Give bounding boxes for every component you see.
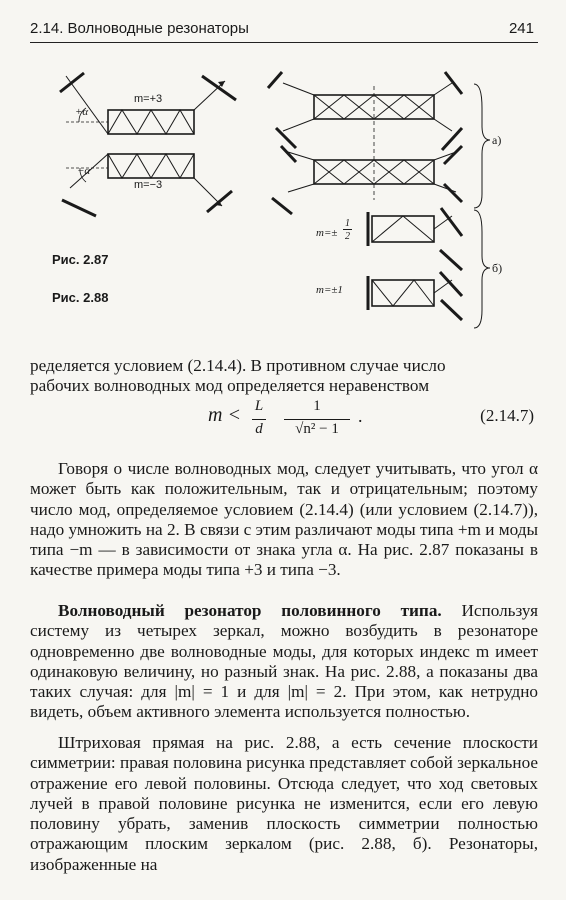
paragraph-4-text: Штриховая прямая на рис. 2.88, а есть сечение плоскости симметрии: правая половина рисунка представляет собой зеркальное отражение его левой половины. Отсюда следует, что ход световых лучей в правой половине рисунка не изменится, если его левую половину убрать, заменив плоскость симметрии полностью отражающим плоским зеркалом (рис. 2.88, б). Резонаторы, изображенные на: [30, 733, 539, 874]
paragraph-4: [30, 733, 538, 875]
equation-one: 1: [313, 398, 321, 414]
equation-2-14-7: [30, 398, 538, 444]
paragraph-3-body: Используя систему из четырех зеркал, можно возбудить в резонаторе одновременно две волноводные моды, для которых индекс m имеет одинаковую величину, но разный знак. На рис. 2.88, а показаны два таких случая: для |m| = 1 и для |m| = 2. При этом, как нетрудно видеть, объем активного элемента используется полностью.: [30, 601, 538, 722]
label-b: б): [492, 261, 503, 275]
label-m-half-denominator: 2: [345, 231, 350, 242]
label-m-half: m=±: [316, 227, 338, 239]
figures-drawing: [0, 48, 566, 353]
label-m-plus-3: m=+3: [134, 93, 163, 105]
equation-L: L: [254, 398, 264, 414]
label-m-half-bar: [343, 229, 352, 230]
label-minus-alpha: −α: [77, 165, 91, 177]
paragraph-1-line-2: рабочих волноводных мод определяется неравенством: [30, 376, 430, 396]
figures-area: [0, 48, 566, 353]
equation-root: √n² − 1: [295, 421, 339, 437]
equation-dot: .: [358, 406, 363, 426]
figure-caption-2-88: Рис. 2.88: [52, 290, 109, 305]
paragraph-3-title: Волноводный резонатор половинного типа.: [58, 601, 442, 620]
equation-bar-1: [252, 419, 266, 420]
label-plus-alpha: +α: [75, 106, 89, 118]
equation-number: (2.14.7): [480, 406, 534, 425]
equation-lhs: m <: [208, 404, 241, 426]
label-m-minus-3: m=−3: [134, 179, 163, 191]
paragraph-3: [30, 601, 538, 723]
figure-caption-2-87: Рис. 2.87: [52, 252, 109, 267]
fig-2-88b-diagram: [368, 208, 490, 328]
equation-d: d: [255, 421, 263, 437]
paragraph-2-text: Говоря о числе волноводных мод, следует учитывать, что угол α может быть как положительным, так и отрицательным; поэтому число мод, определяемое условием (2.14.4) (или условием (2.14.7)), надо умножить на 2. В связи с этим различают моды типа +m и моды типа −m — в зависимости от знака угла α. На рис. 2.87 показаны в качестве примера моды типа +3 и типа −3.: [30, 459, 538, 580]
page-number: 241: [508, 20, 534, 37]
paragraph-1-line-1: ределяется условием (2.14.4). В противном случае число: [30, 356, 446, 375]
section-title: 2.14. Волноводные резонаторы: [30, 20, 249, 37]
paragraph-2: [30, 459, 538, 581]
label-m-half-numerator: 1: [345, 218, 350, 229]
label-a: а): [492, 133, 502, 147]
equation-bar-2: [284, 419, 350, 420]
label-m-one: m=±1: [316, 284, 343, 296]
running-header: [30, 18, 538, 43]
paragraph-1: [30, 356, 538, 397]
fig-2-88a-diagram: [268, 72, 490, 214]
